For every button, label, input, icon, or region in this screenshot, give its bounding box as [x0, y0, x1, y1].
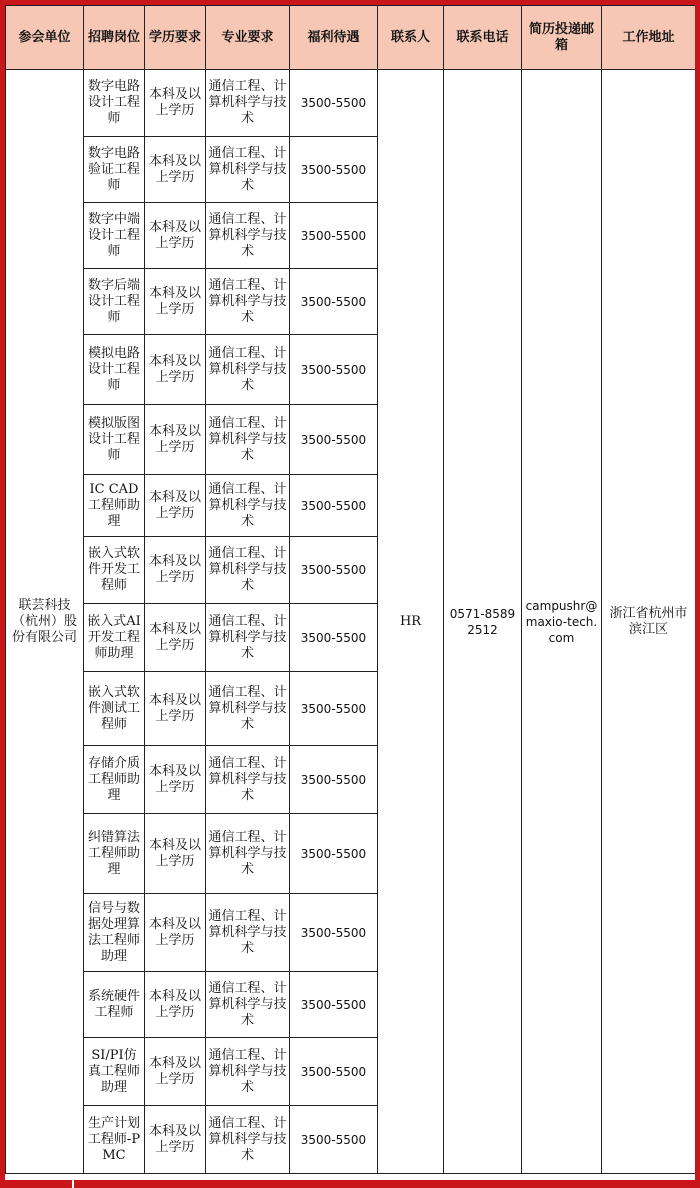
- education-cell: 本科及以上学历: [145, 672, 206, 746]
- header-company: 参会单位: [6, 6, 84, 70]
- major-cell: 通信工程、计算机科学与技术: [206, 203, 290, 269]
- recruitment-table: [5, 5, 695, 1174]
- salary-cell: 3500-5500: [290, 814, 378, 894]
- education-cell: 本科及以上学历: [145, 814, 206, 894]
- education-cell: 本科及以上学历: [145, 405, 206, 475]
- header-email: 简历投递邮箱: [522, 6, 602, 70]
- salary-cell: 3500-5500: [290, 537, 378, 604]
- position-cell: 数字后端设计工程师: [84, 269, 145, 335]
- major-cell: 通信工程、计算机科学与技术: [206, 335, 290, 405]
- header-phone: 联系电话: [444, 6, 522, 70]
- education-cell: 本科及以上学历: [145, 70, 206, 137]
- position-cell: 模拟版图设计工程师: [84, 405, 145, 475]
- education-cell: 本科及以上学历: [145, 1038, 206, 1106]
- position-cell: 生产计划工程师-PMC: [84, 1106, 145, 1174]
- education-cell: 本科及以上学历: [145, 335, 206, 405]
- major-cell: 通信工程、计算机科学与技术: [206, 894, 290, 972]
- header-address: 工作地址: [602, 6, 696, 70]
- salary-cell: 3500-5500: [290, 972, 378, 1038]
- salary-cell: 3500-5500: [290, 405, 378, 475]
- position-cell: 数字电路设计工程师: [84, 70, 145, 137]
- major-cell: 通信工程、计算机科学与技术: [206, 70, 290, 137]
- major-cell: 通信工程、计算机科学与技术: [206, 269, 290, 335]
- major-cell: 通信工程、计算机科学与技术: [206, 1106, 290, 1174]
- frame-tick: [72, 1180, 74, 1188]
- salary-cell: 3500-5500: [290, 70, 378, 137]
- header-row: [6, 6, 696, 70]
- education-cell: 本科及以上学历: [145, 537, 206, 604]
- email-cell: campushr@maxio-tech.com: [522, 70, 602, 1174]
- header-education: 学历要求: [145, 6, 206, 70]
- education-cell: 本科及以上学历: [145, 746, 206, 814]
- position-cell: 嵌入式软件测试工程师: [84, 672, 145, 746]
- position-cell: 存储介质工程师助理: [84, 746, 145, 814]
- major-cell: 通信工程、计算机科学与技术: [206, 814, 290, 894]
- salary-cell: 3500-5500: [290, 203, 378, 269]
- header-salary: 福利待遇: [290, 6, 378, 70]
- education-cell: 本科及以上学历: [145, 604, 206, 672]
- salary-cell: 3500-5500: [290, 1106, 378, 1174]
- position-cell: 嵌入式AI开发工程师助理: [84, 604, 145, 672]
- header-position: 招聘岗位: [84, 6, 145, 70]
- salary-cell: 3500-5500: [290, 604, 378, 672]
- major-cell: 通信工程、计算机科学与技术: [206, 405, 290, 475]
- address-cell: 浙江省杭州市滨江区: [602, 70, 696, 1174]
- header-major: 专业要求: [206, 6, 290, 70]
- major-cell: 通信工程、计算机科学与技术: [206, 672, 290, 746]
- table-row: [6, 70, 696, 137]
- salary-cell: 3500-5500: [290, 475, 378, 537]
- major-cell: 通信工程、计算机科学与技术: [206, 972, 290, 1038]
- position-cell: 系统硬件工程师: [84, 972, 145, 1038]
- education-cell: 本科及以上学历: [145, 475, 206, 537]
- position-cell: 信号与数据处理算法工程师助理: [84, 894, 145, 972]
- position-cell: 数字电路验证工程师: [84, 137, 145, 203]
- major-cell: 通信工程、计算机科学与技术: [206, 537, 290, 604]
- salary-cell: 3500-5500: [290, 746, 378, 814]
- position-cell: 数字中端设计工程师: [84, 203, 145, 269]
- education-cell: 本科及以上学历: [145, 1106, 206, 1174]
- salary-cell: 3500-5500: [290, 269, 378, 335]
- position-cell: 模拟电路设计工程师: [84, 335, 145, 405]
- table-frame: [5, 5, 695, 1180]
- position-cell: SI/PI仿真工程师助理: [84, 1038, 145, 1106]
- salary-cell: 3500-5500: [290, 1038, 378, 1106]
- education-cell: 本科及以上学历: [145, 972, 206, 1038]
- education-cell: 本科及以上学历: [145, 269, 206, 335]
- phone-cell: 0571-85892512: [444, 70, 522, 1174]
- salary-cell: 3500-5500: [290, 335, 378, 405]
- salary-cell: 3500-5500: [290, 894, 378, 972]
- major-cell: 通信工程、计算机科学与技术: [206, 475, 290, 537]
- contact-cell: HR: [378, 70, 444, 1174]
- education-cell: 本科及以上学历: [145, 203, 206, 269]
- salary-cell: 3500-5500: [290, 672, 378, 746]
- header-contact: 联系人: [378, 6, 444, 70]
- position-cell: 嵌入式软件开发工程师: [84, 537, 145, 604]
- position-cell: IC CAD工程师助理: [84, 475, 145, 537]
- salary-cell: 3500-5500: [290, 137, 378, 203]
- position-cell: 纠错算法工程师助理: [84, 814, 145, 894]
- education-cell: 本科及以上学历: [145, 137, 206, 203]
- education-cell: 本科及以上学历: [145, 894, 206, 972]
- major-cell: 通信工程、计算机科学与技术: [206, 137, 290, 203]
- company-cell: 联芸科技（杭州）股份有限公司: [6, 70, 84, 1174]
- major-cell: 通信工程、计算机科学与技术: [206, 604, 290, 672]
- major-cell: 通信工程、计算机科学与技术: [206, 1038, 290, 1106]
- major-cell: 通信工程、计算机科学与技术: [206, 746, 290, 814]
